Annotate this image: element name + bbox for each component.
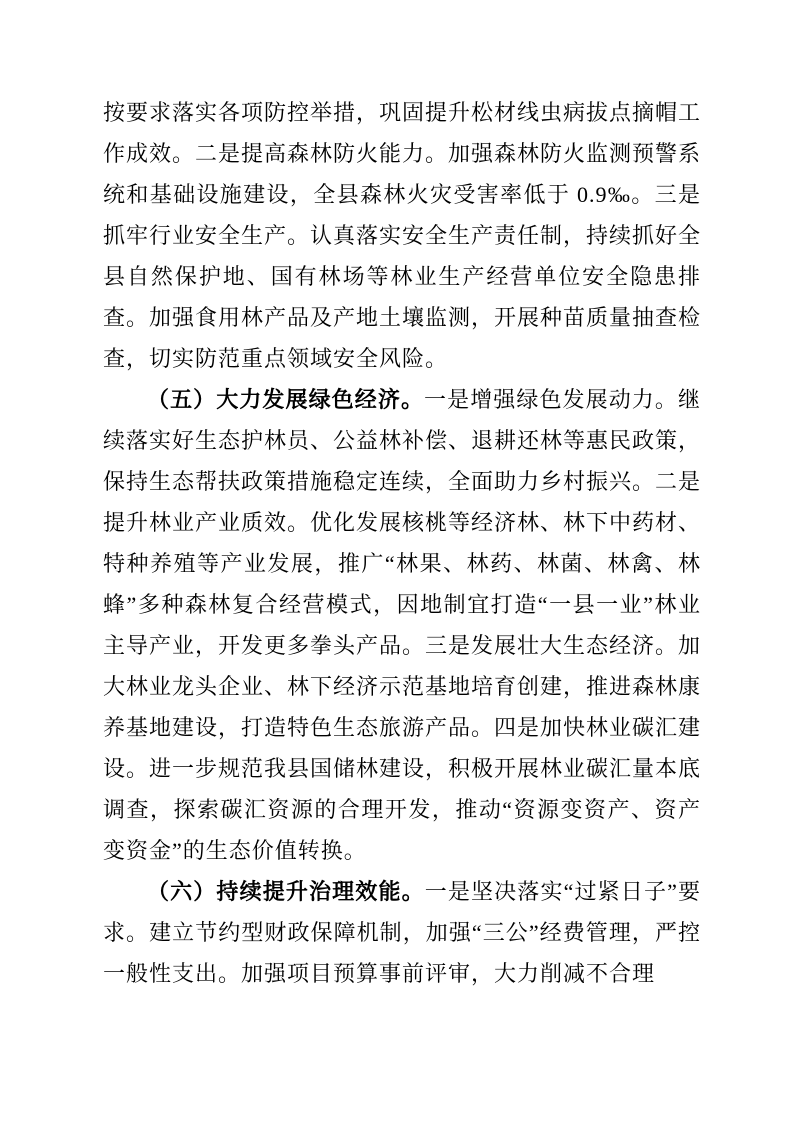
paragraph-section-5 [103,379,701,871]
section-5-heading: （五）大力发展绿色经济。 [147,387,425,412]
paragraph-body: 一是坚决落实“过紧日子”要求。建立节约型财政保障机制，加强“三公”经费管理，严控一般性支出。加强项目预算事前评审，大力削减不合理 [103,879,701,986]
section-6-heading: （六）持续提升治理效能。 [147,879,425,904]
paragraph-body: 一是增强绿色发展动力。继续落实好生态护林员、公益林补偿、退耕还林等惠民政策，保持生态帮扶政策措施稳定连续，全面助力乡村振兴。二是提升林业产业质效。优化发展核桃等经济林、林下中药材、特种养殖等产业发展，推广“林果、林药、林菌、林禽、林蜂”多种森林复合经营模式，因地制宜打造“一县一业”林业主导产业，开发更多拳头产品。三是发展壮大生态经济。加大林业龙头企业、林下经济示范基地培育创建，推进森林康养基地建设，打造特色生态旅游产品。四是加快林业碳汇建设。进一步规范我县国储林建设，积极开展林业碳汇量本底调查，探索碳汇资源的合理开发，推动“资源变资产、资产变资金”的生态价值转换。 [103,387,702,863]
paragraph-section-6 [103,871,701,994]
paragraph-body: 按要求落实各项防控举措，巩固提升松材线虫病拔点摘帽工作成效。二是提高森林防火能力。加强森林防火监测预警系统和基础设施建设，全县森林火灾受害率低于 0.9‰。三是抓牢行业安全生产。认真落实安全生产责任制，持续抓好全县自然保护地、国有林场等林业生产经营单位安全隐患排查。加强食用林产品及产地土壤监测，开展种苗质量抽查检查，切实防范重点领域安全风险。 [103,100,702,371]
document-text-block [103,92,701,994]
paragraph-continuation [103,92,701,379]
